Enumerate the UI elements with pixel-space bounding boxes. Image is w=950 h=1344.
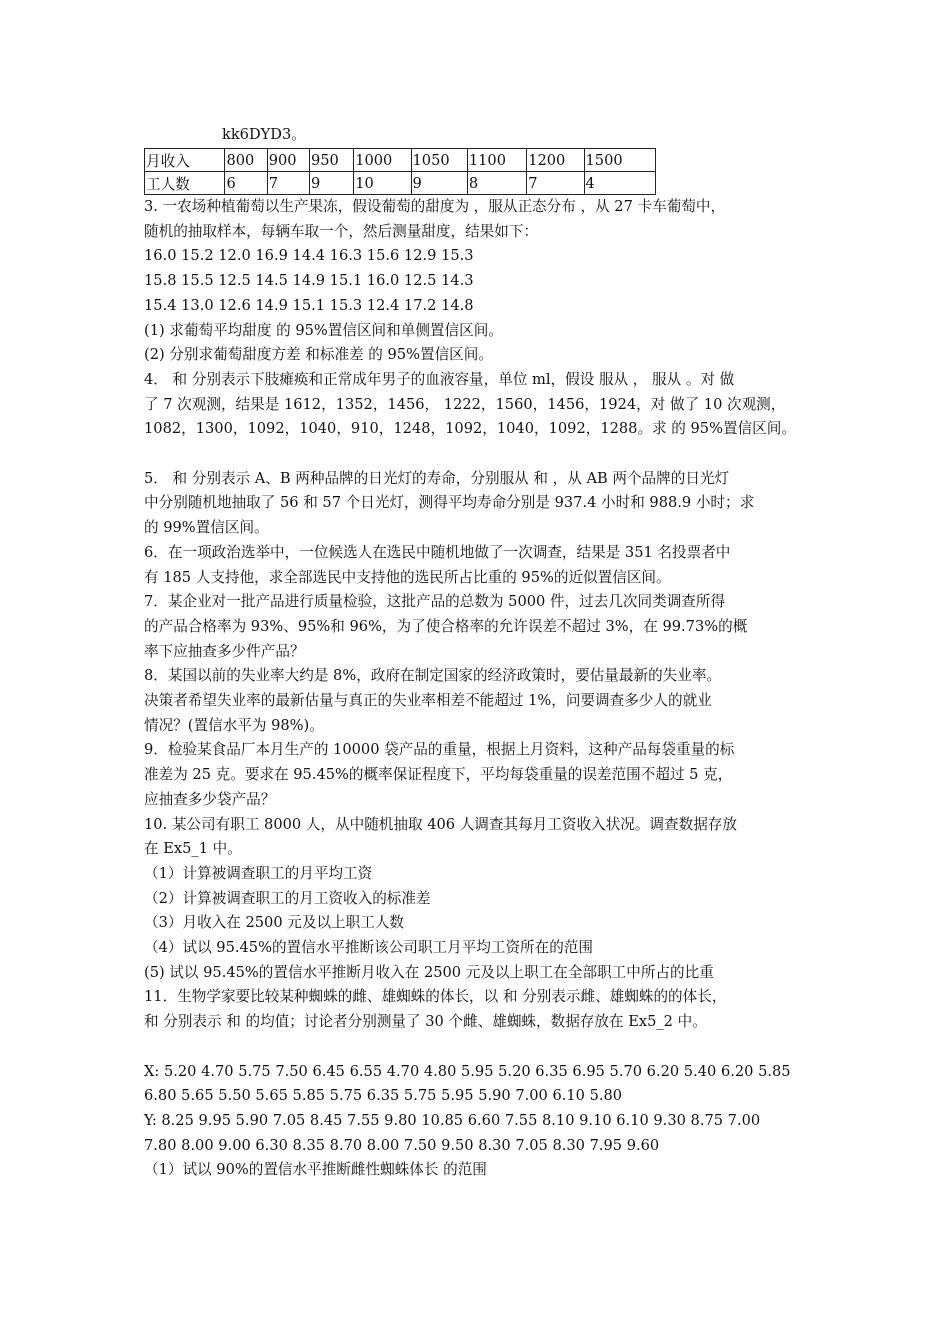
table-cell: 8 (467, 172, 526, 195)
text-line: Y: 8.25 9.95 5.90 7.05 8.45 7.55 9.80 10.85 6.60 7.55 8.10 9.10 6.10 9.30 8.75 7.00 (144, 1111, 761, 1129)
table-cell: 1000 (354, 149, 411, 172)
table-cell: 工人数 (145, 172, 225, 195)
text-line: X: 5.20 4.70 5.75 7.50 6.45 6.55 4.70 4.80 5.95 5.20 6.35 6.95 5.70 6.20 5.40 6.20 5.85 (144, 1062, 791, 1080)
text-line: 9．检验某食品厂本月生产的 10000 袋产品的重量，根据上月资料，这种产品每袋重量的标 (144, 741, 735, 759)
text-line: 的 99%置信区间。 (144, 519, 269, 537)
table-cell: 7 (527, 172, 584, 195)
table-cell: 10 (354, 172, 411, 195)
text-line: （4）试以 95.45%的置信水平推断该公司职工月平均工资所在的范围 (144, 939, 594, 957)
table-cell: 9 (411, 172, 467, 195)
header-code: kk6DYD3。 (222, 126, 306, 143)
text-line: 8．某国以前的失业率大约是 8%，政府在制定国家的经济政策时，要估量最新的失业率。 (144, 667, 722, 685)
table-row (145, 149, 656, 172)
header-line (144, 122, 814, 148)
text-line: 1082，1300，1092，1040，910，1248，1092，1040，1092，1288。求 的 95%置信区间。 (144, 420, 796, 438)
text-line: (2) 分别求葡萄甜度方差 和标准差 的 95%置信区间。 (144, 346, 493, 364)
text-body (144, 195, 814, 1183)
text-line: 7.80 8.00 9.00 6.30 8.35 8.70 8.00 7.50 9.50 8.30 7.05 8.30 7.95 9.60 (144, 1136, 660, 1154)
table-cell: 1050 (411, 149, 467, 172)
table-cell: 800 (225, 149, 267, 172)
blank-line (144, 442, 814, 467)
text-line: (1) 求葡萄平均甜度 的 95%置信区间和单侧置信区间。 (144, 321, 503, 339)
text-line: 3. 一农场种植葡萄以生产果冻，假设葡萄的甜度为 ，服从正态分布 ，从 27 卡车葡萄中， (144, 198, 726, 215)
table-cell: 6 (225, 172, 267, 195)
text-line: 10. 某公司有职工 8000 人，从中随机抽取 406 人调查其每月工资收入状况。调查数据存放 (144, 815, 737, 833)
text-line: 有 185 人支持他，求全部选民中支持他的选民所占比重的 95%的近似置信区间。 (144, 568, 671, 586)
table-cell: 900 (267, 149, 309, 172)
text-line: 6．在一项政治选举中，一位候选人在选民中随机地做了一次调查，结果是 351 名投票者中 (144, 543, 731, 561)
document-body (144, 122, 814, 1183)
text-line: 应抽查多少袋产品？ (144, 790, 276, 808)
text-line: （3）月收入在 2500 元及以上职工人数 (144, 914, 405, 932)
text-line: 15.4 13.0 12.6 14.9 15.1 15.3 12.4 17.2 14.8 (144, 296, 474, 314)
text-line: 的产品合格率为 93%、95%和 96%，为了使合格率的允许误差不超过 3%，在 99.73%的概 (144, 617, 748, 635)
text-line: 了 7 次观测，结果是 1612，1352，1456， 1222，1560，1456，1924，对 做了 10 次观测， (144, 395, 786, 413)
text-line: 和 分别表示 和 的均值；讨论者分别测量了 30 个雌、雄蜘蛛，数据存放在 Ex5_2 中。 (144, 1013, 707, 1031)
table-cell: 9 (309, 172, 353, 195)
text-line: 5． 和 分别表示 A、B 两种品牌的日光灯的寿命，分别服从 和 ，从 AB 两个品牌的日光灯 (144, 469, 730, 487)
text-line: 随机的抽取样本，每辆车取一个，然后测量甜度，结果如下： (144, 222, 539, 240)
text-line: 在 Ex5_1 中。 (144, 840, 242, 858)
table-row (145, 172, 656, 195)
text-line: (5) 试以 95.45%的置信水平推断月收入在 2500 元及以上职工在全部职工中所占的比重 (144, 963, 714, 981)
text-line: 决策者希望失业率的最新估量与真正的失业率相差不能超过 1%，问要调查多少人的就业 (144, 692, 712, 710)
text-line: 中分别随机地抽取了 56 和 57 个日光灯，测得平均寿命分别是 937.4 小时和 988.9 小时；求 (144, 494, 755, 512)
table-cell: 1500 (584, 149, 655, 172)
text-line: （1）试以 90%的置信水平推断雌性蜘蛛体长 的范围 (144, 1161, 487, 1179)
table-cell: 1100 (467, 149, 526, 172)
text-line: 15.8 15.5 12.5 14.5 14.9 15.1 16.0 12.5 14.3 (144, 272, 474, 290)
table-cell: 7 (267, 172, 309, 195)
text-line: 情况？(置信水平为 98%)。 (144, 716, 324, 734)
text-line: 11．生物学家要比较某种蜘蛛的雌、雄蜘蛛的体长，以 和 分别表示雌、雄蜘蛛的的体长， (144, 988, 727, 1006)
text-line: 6.80 5.65 5.50 5.65 5.85 5.75 6.35 5.75 5.95 5.90 7.00 6.10 5.80 (144, 1087, 623, 1105)
table-cell: 950 (309, 149, 353, 172)
text-line: 16.0 15.2 12.0 16.9 14.4 16.3 15.6 12.9 15.3 (144, 247, 474, 265)
text-line: （2）计算被调查职工的月工资收入的标准差 (144, 889, 431, 907)
table-cell: 月收入 (145, 149, 225, 172)
text-line: 准差为 25 克。要求在 95.45%的概率保证程度下，平均每袋重量的误差范围不超过 5 克， (144, 766, 733, 784)
text-line: 率下应抽查多少件产品？ (144, 642, 305, 660)
table-cell: 1200 (527, 149, 584, 172)
blank-line (144, 1035, 814, 1060)
text-line: 7．某企业对一批产品进行质量检验，这批产品的总数为 5000 件，过去几次同类调查所得 (144, 593, 726, 611)
text-line: 4． 和 分别表示下肢瘫痪和正常成年男子的血液容量，单位 ml，假设 服从 ， 服从 。对 做 (144, 370, 735, 388)
income-table (144, 148, 656, 195)
text-line: （1）计算被调查职工的月平均工资 (144, 864, 373, 882)
table-cell: 4 (584, 172, 655, 195)
